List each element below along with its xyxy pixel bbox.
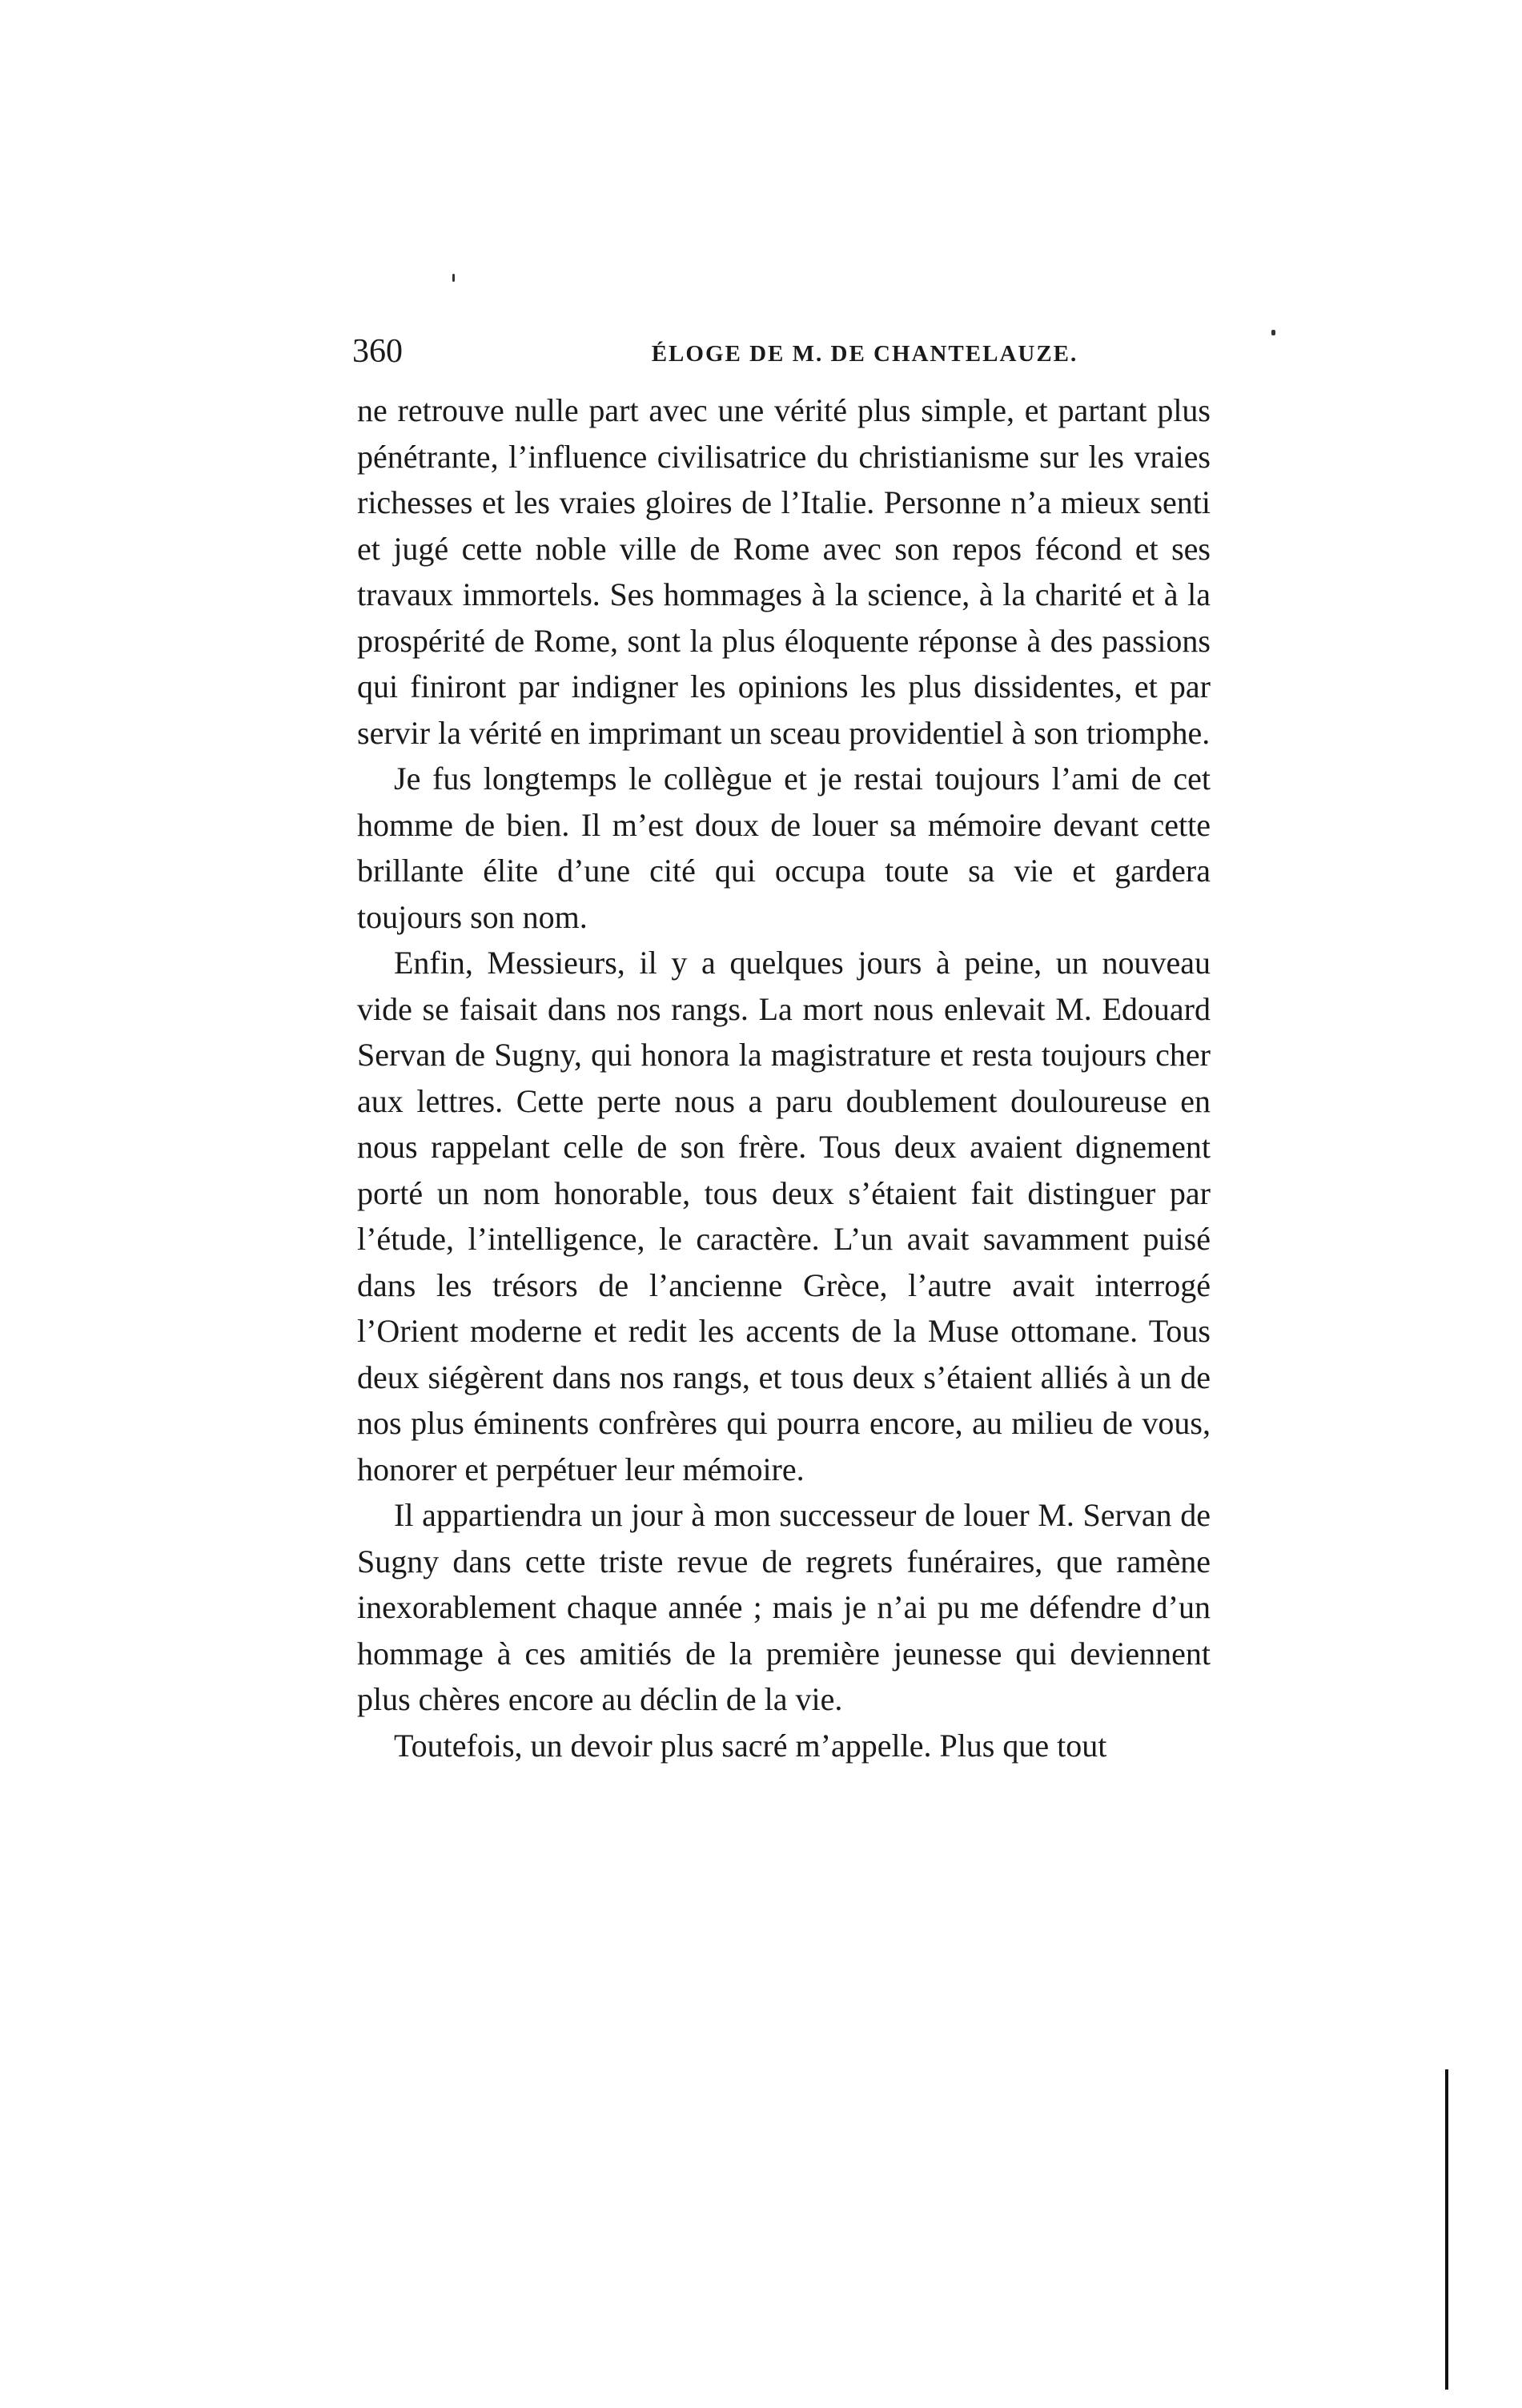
running-head (352, 330, 1257, 373)
margin-scan-line (1445, 2069, 1448, 2390)
page-number: 360 (352, 333, 403, 370)
paragraph-4: Il appartiendra un jour à mon successeur de louer M. Servan de Sugny dans cette triste revue de regrets funéraires, que ramène inexorablement chaque année ; mais je n’ai pu me défendre d’un hommage à ces amitiés de la première jeunesse qui deviennent plus chères encore au déclin de la vie. (357, 1497, 1211, 1717)
paragraph-1: ne retrouve nulle part avec une vérité plus simple, et partant plus pénétrante, l’influence civilisatrice du christianisme sur les vraies richesses et les vraies gloires de l’Italie. Personne n’a mieux senti et jugé cette noble ville de Rome avec son repos fécond et ses travaux immortels. Ses hommages à la science, à la charité et à la prospérité de Rome, sont la plus éloquente réponse à des passions qui finiront par indigner les opinions les plus dissidentes, et par servir la vérité en imprimant un sceau providentiel à son triomphe. (357, 392, 1211, 751)
running-title: ÉLOGE DE M. DE CHANTELAUZE. (651, 341, 1078, 367)
scan-speck (1271, 330, 1275, 335)
paragraph-5: Toutefois, un devoir plus sacré m’appelle. Plus que tout (394, 1727, 1107, 1764)
paragraph-2: Je fus longtemps le collègue et je restai toujours l’ami de cet homme de bien. Il m’est doux de louer sa mémoire devant cette brillante élite d’une cité qui occupa toute sa vie et gardera toujours son nom. (357, 761, 1211, 935)
paragraph-3: Enfin, Messieurs, il y a quelques jours à peine, un nouveau vide se faisait dans nos rangs. La mort nous enlevait M. Edouard Servan de Sugny, qui honora la magistrature et resta toujours cher aux lettres. Cette perte nous a paru doublement douloureuse en nous rappelant celle de son frère. Tous deux avaient dignement porté un nom honorable, tous deux s’étaient fait distinguer par l’étude, l’intelligence, le caractère. L’un avait savamment puisé dans les trésors de l’ancienne Grèce, l’autre avait interrogé l’Orient moderne et redit les accents de la Muse ottomane. Tous deux siégèrent dans nos rangs, et tous deux s’étaient alliés à un de nos plus éminents confrères qui pourra encore, au milieu de vous, honorer et perpétuer leur mémoire. (357, 945, 1211, 1487)
body-text (357, 387, 1211, 1768)
scan-speck (452, 274, 455, 282)
